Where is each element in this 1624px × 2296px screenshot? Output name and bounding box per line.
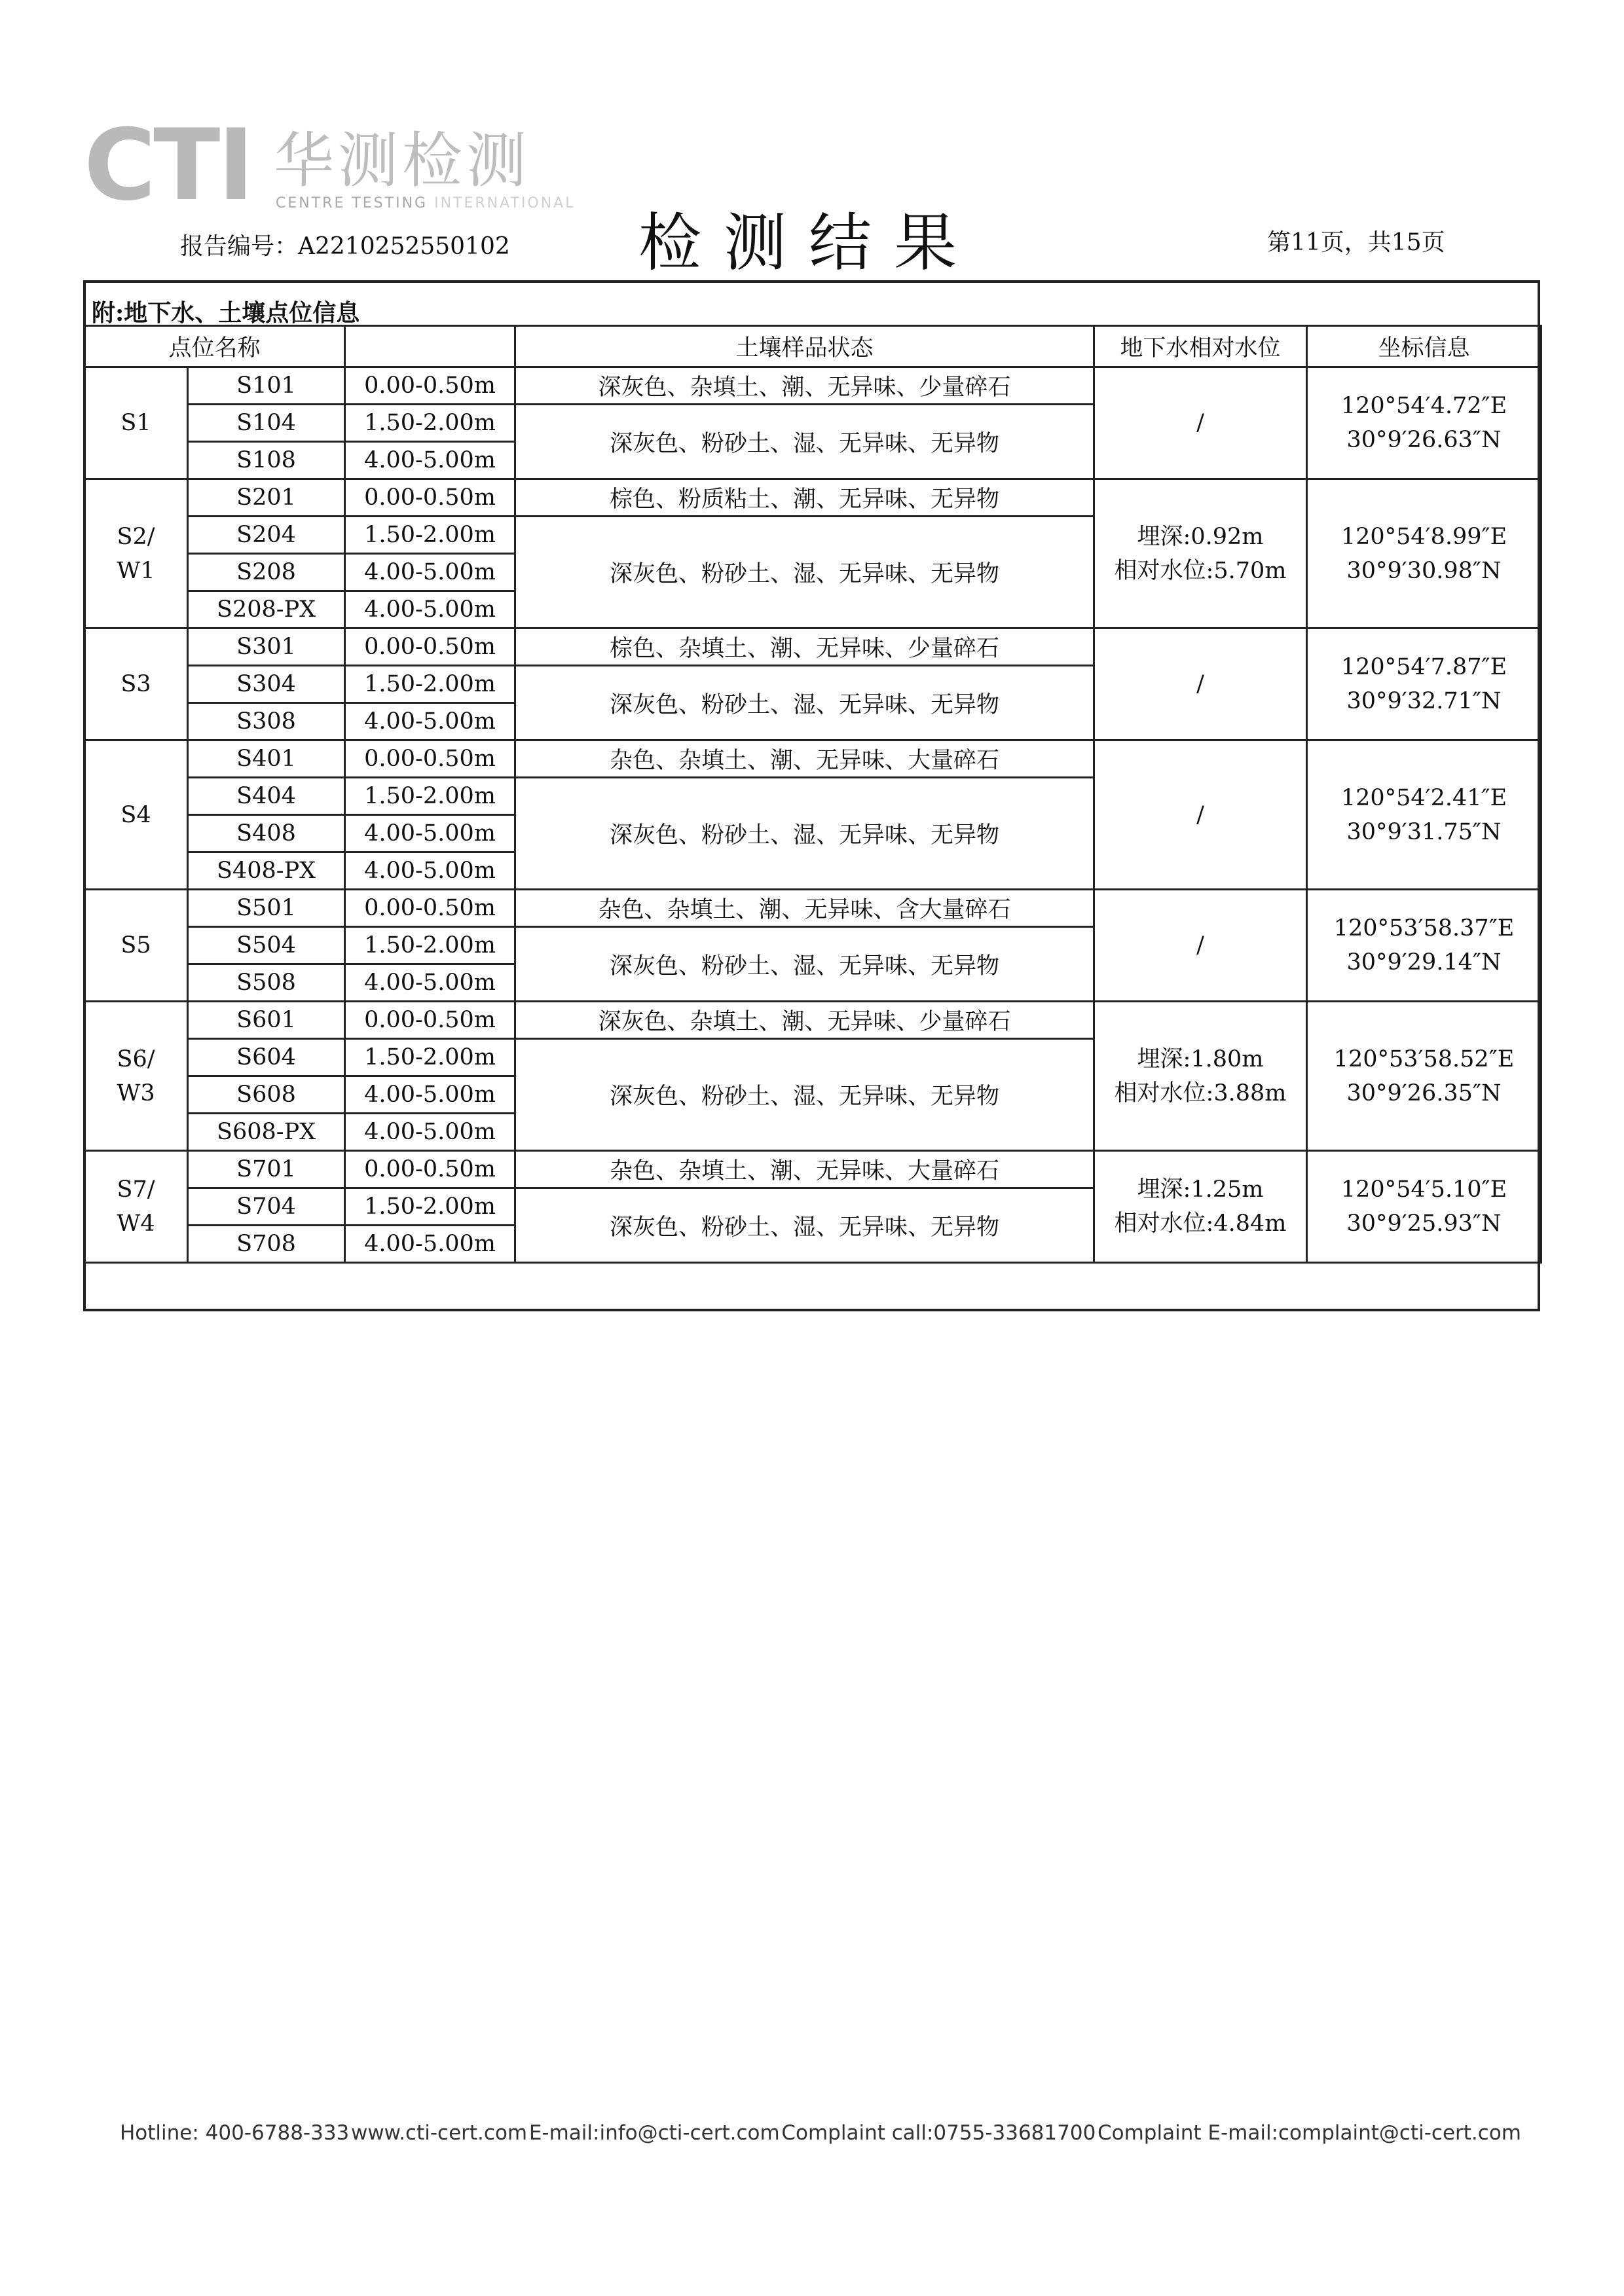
point-id-line: W4 — [117, 1211, 155, 1237]
soil-status-cell: 深灰色、粉砂土、湿、无异味、无异物 — [515, 517, 1094, 629]
document-title: 检测结果 — [638, 206, 979, 280]
depth-cell: 4.00-5.00m — [345, 1076, 515, 1114]
logo-english-dim: INTERNATIONAL — [434, 195, 576, 211]
coordinates-cell — [1307, 629, 1541, 740]
point-id-line: S6/ — [117, 1046, 155, 1072]
water-level-line: 相对水位:4.84m — [1114, 1211, 1287, 1237]
point-id-cell — [84, 890, 188, 1002]
table-row — [84, 367, 1541, 405]
footer — [120, 2121, 1521, 2145]
water-level-line: / — [1196, 410, 1204, 436]
water-level-line: / — [1196, 932, 1204, 958]
water-level-line: 相对水位:3.88m — [1114, 1080, 1287, 1106]
sample-id-cell: S601 — [188, 1002, 345, 1039]
point-id-line: S1 — [120, 410, 151, 436]
soil-status-cell: 深灰色、粉砂土、湿、无异味、无异物 — [515, 1188, 1094, 1263]
footer-complaint-email[interactable]: Complaint E-mail:complaint@cti-cert.com — [1098, 2121, 1521, 2145]
point-id-cell — [84, 629, 188, 740]
soil-status-cell: 深灰色、杂填土、潮、无异味、少量碎石 — [515, 367, 1094, 405]
water-level-line: / — [1196, 671, 1204, 697]
table-header-row — [84, 326, 1541, 367]
point-id-line: S2/ — [117, 523, 155, 550]
depth-cell: 4.00-5.00m — [345, 442, 515, 479]
depth-cell: 1.50-2.00m — [345, 927, 515, 964]
coordinate-line: 120°53′58.52″E — [1333, 1046, 1515, 1072]
depth-cell: 0.00-0.50m — [345, 629, 515, 666]
depth-cell: 4.00-5.00m — [345, 1226, 515, 1263]
water-level-cell — [1094, 479, 1307, 629]
company-logo — [84, 109, 595, 223]
logo-chinese-name: 华测检测 — [274, 126, 531, 196]
water-level-cell — [1094, 890, 1307, 1002]
coordinate-line: 30°9′26.35″N — [1346, 1080, 1502, 1106]
depth-cell: 4.00-5.00m — [345, 852, 515, 890]
table-body — [84, 367, 1541, 1263]
depth-cell: 0.00-0.50m — [345, 1002, 515, 1039]
depth-cell: 4.00-5.00m — [345, 1114, 515, 1151]
sample-id-cell: S101 — [188, 367, 345, 405]
sample-id-cell: S304 — [188, 666, 345, 703]
depth-cell: 4.00-5.00m — [345, 554, 515, 591]
coordinate-line: 30°9′25.93″N — [1346, 1211, 1502, 1237]
report-number: 报告编号：A2210252550102 — [180, 233, 510, 260]
soil-status-cell: 深灰色、粉砂土、湿、无异味、无异物 — [515, 927, 1094, 1002]
footer-hotline: Hotline: 400-6788-333 — [120, 2121, 350, 2145]
sample-id-cell: S504 — [188, 927, 345, 964]
sample-id-cell: S104 — [188, 405, 345, 442]
point-id-line: S5 — [120, 932, 151, 958]
coordinates-cell — [1307, 1151, 1541, 1263]
point-id-cell — [84, 1151, 188, 1263]
page-number: 第11页，共15页 — [1267, 229, 1445, 256]
depth-cell: 4.00-5.00m — [345, 591, 515, 629]
coordinate-line: 30°9′26.63″N — [1346, 427, 1502, 453]
soil-status-cell: 棕色、杂填土、潮、无异味、少量碎石 — [515, 629, 1094, 666]
depth-cell: 0.00-0.50m — [345, 890, 515, 927]
sample-id-cell: S404 — [188, 778, 345, 815]
point-id-line: S3 — [120, 671, 151, 697]
coordinates-cell — [1307, 1002, 1541, 1151]
table-row — [84, 1002, 1541, 1039]
sample-id-cell: S208 — [188, 554, 345, 591]
table-row — [84, 740, 1541, 778]
sample-id-cell: S608 — [188, 1076, 345, 1114]
header-water-level: 地下水相对水位 — [1094, 326, 1307, 367]
coordinate-line: 120°54′4.72″E — [1340, 393, 1507, 419]
sample-id-cell: S604 — [188, 1039, 345, 1076]
coordinate-line: 120°54′8.99″E — [1340, 523, 1507, 550]
footer-complaint-call: Complaint call:0755-33681700 — [781, 2121, 1096, 2145]
depth-cell: 0.00-0.50m — [345, 367, 515, 405]
sample-id-cell: S701 — [188, 1151, 345, 1188]
sample-id-cell: S408-PX — [188, 852, 345, 890]
sample-id-cell: S204 — [188, 517, 345, 554]
depth-cell: 1.50-2.00m — [345, 778, 515, 815]
point-id-line: W1 — [117, 557, 155, 584]
depth-cell: 1.50-2.00m — [345, 1039, 515, 1076]
sample-id-cell: S501 — [188, 890, 345, 927]
sample-id-cell: S201 — [188, 479, 345, 517]
soil-status-cell: 棕色、粉质粘土、潮、无异味、无异物 — [515, 479, 1094, 517]
sample-id-cell: S704 — [188, 1188, 345, 1226]
coordinates-cell — [1307, 479, 1541, 629]
sampling-point-table — [83, 325, 1542, 1264]
coordinates-cell — [1307, 890, 1541, 1002]
soil-status-cell: 深灰色、杂填土、潮、无异味、少量碎石 — [515, 1002, 1094, 1039]
soil-status-cell: 深灰色、粉砂土、湿、无异味、无异物 — [515, 778, 1094, 890]
point-id-cell — [84, 479, 188, 629]
coordinate-line: 120°53′58.37″E — [1333, 915, 1515, 941]
header-point-name: 点位名称 — [84, 326, 345, 367]
water-level-line: 相对水位:5.70m — [1114, 557, 1287, 584]
water-level-line: 埋深:1.80m — [1137, 1046, 1264, 1072]
coordinate-line: 120°54′2.41″E — [1340, 784, 1507, 811]
coordinate-line: 30°9′31.75″N — [1346, 818, 1502, 845]
water-level-cell — [1094, 629, 1307, 740]
sample-id-cell: S608-PX — [188, 1114, 345, 1151]
sample-id-cell: S208-PX — [188, 591, 345, 629]
sample-id-cell: S108 — [188, 442, 345, 479]
point-id-line: S4 — [120, 801, 151, 828]
table-row — [84, 890, 1541, 927]
soil-status-cell: 杂色、杂填土、潮、无异味、大量碎石 — [515, 1151, 1094, 1188]
depth-cell: 1.50-2.00m — [345, 1188, 515, 1226]
water-level-cell — [1094, 367, 1307, 479]
depth-cell: 0.00-0.50m — [345, 740, 515, 778]
sample-id-cell: S301 — [188, 629, 345, 666]
table-row — [84, 479, 1541, 517]
depth-cell: 4.00-5.00m — [345, 703, 515, 740]
water-level-cell — [1094, 740, 1307, 890]
logo-english-name — [276, 195, 575, 211]
header-soil-status: 土壤样品状态 — [515, 326, 1094, 367]
point-id-cell — [84, 367, 188, 479]
depth-cell: 1.50-2.00m — [345, 666, 515, 703]
section-title: 附:地下水、土壤点位信息 — [92, 299, 360, 327]
sample-id-cell: S508 — [188, 964, 345, 1002]
coordinate-line: 120°54′5.10″E — [1340, 1176, 1507, 1203]
sample-id-cell: S401 — [188, 740, 345, 778]
coordinate-line: 120°54′7.87″E — [1340, 654, 1507, 680]
point-id-cell — [84, 740, 188, 890]
point-id-line: S7/ — [117, 1176, 155, 1203]
soil-status-cell: 深灰色、粉砂土、湿、无异味、无异物 — [515, 1039, 1094, 1151]
header-coordinates: 坐标信息 — [1307, 326, 1541, 367]
soil-status-cell: 杂色、杂填土、潮、无异味、大量碎石 — [515, 740, 1094, 778]
water-level-line: / — [1196, 801, 1204, 828]
logo-mark: CTI — [84, 109, 252, 223]
soil-status-cell: 深灰色、粉砂土、湿、无异味、无异物 — [515, 666, 1094, 740]
header-depth — [345, 326, 515, 367]
table-row — [84, 1151, 1541, 1188]
soil-status-cell: 深灰色、粉砂土、湿、无异味、无异物 — [515, 405, 1094, 479]
water-level-cell — [1094, 1002, 1307, 1151]
depth-cell: 4.00-5.00m — [345, 964, 515, 1002]
depth-cell: 1.50-2.00m — [345, 405, 515, 442]
sample-id-cell: S308 — [188, 703, 345, 740]
water-level-cell — [1094, 1151, 1307, 1263]
water-level-line: 埋深:0.92m — [1137, 523, 1264, 550]
depth-cell: 4.00-5.00m — [345, 815, 515, 852]
sample-id-cell: S408 — [188, 815, 345, 852]
coordinate-line: 30°9′30.98″N — [1346, 557, 1502, 584]
depth-cell: 1.50-2.00m — [345, 517, 515, 554]
footer-website[interactable]: www.cti-cert.com — [350, 2121, 528, 2145]
coordinate-line: 30°9′32.71″N — [1346, 688, 1502, 714]
water-level-line: 埋深:1.25m — [1137, 1176, 1264, 1203]
depth-cell: 0.00-0.50m — [345, 479, 515, 517]
footer-email[interactable]: E-mail:info@cti-cert.com — [528, 2121, 780, 2145]
point-id-cell — [84, 1002, 188, 1151]
coordinates-cell — [1307, 367, 1541, 479]
depth-cell: 0.00-0.50m — [345, 1151, 515, 1188]
table-row — [84, 629, 1541, 666]
sample-id-cell: S708 — [188, 1226, 345, 1263]
logo-english-main: CENTRE TESTING — [276, 195, 428, 211]
point-id-line: W3 — [117, 1080, 155, 1106]
coordinate-line: 30°9′29.14″N — [1346, 949, 1502, 975]
soil-status-cell: 杂色、杂填土、潮、无异味、含大量碎石 — [515, 890, 1094, 927]
coordinates-cell — [1307, 740, 1541, 890]
